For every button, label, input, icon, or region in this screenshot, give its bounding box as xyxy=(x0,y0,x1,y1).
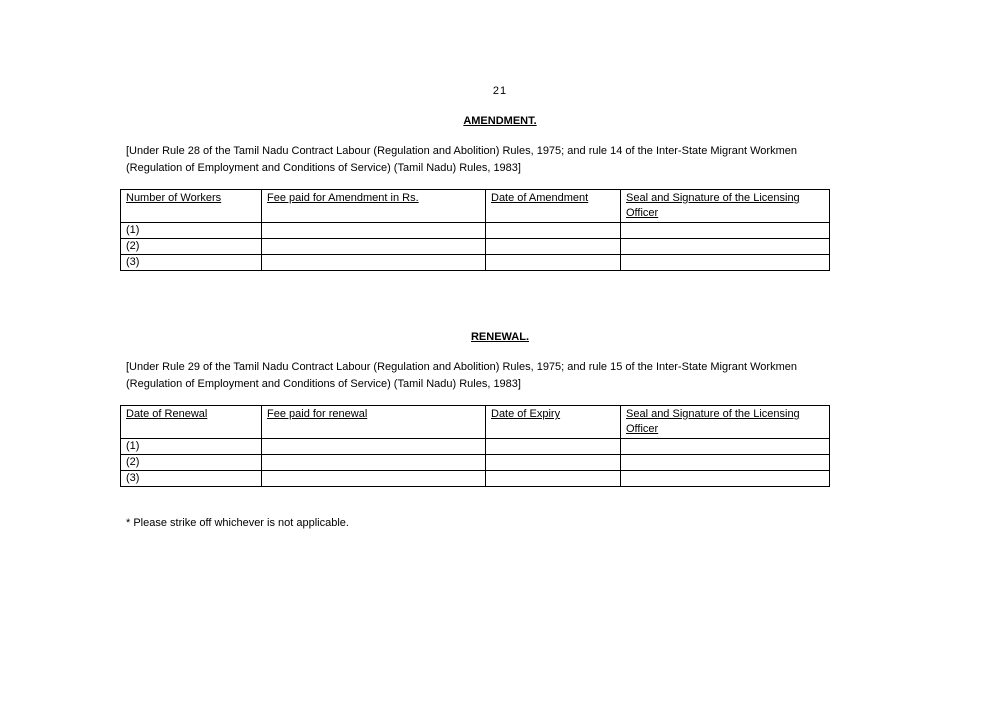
table-row xyxy=(121,455,830,471)
renewal-rule-line-2: (Regulation of Employment and Conditions of Service) (Tamil Nadu) Rules, 1983] xyxy=(126,378,521,390)
table-cell xyxy=(621,239,830,255)
table-cell: (1) xyxy=(121,223,262,239)
table-cell xyxy=(621,223,830,239)
table-cell xyxy=(486,455,621,471)
footnote: * Please strike off whichever is not applicable. xyxy=(126,517,349,529)
table-cell xyxy=(262,255,486,271)
amendment-rule-line-1: [Under Rule 28 of the Tamil Nadu Contract Labour (Regulation and Abolition) Rules, 1975; and rule 14 of the Inter-State Migrant Workmen xyxy=(126,145,797,157)
amendment-rule-text xyxy=(126,143,856,177)
table-cell: (1) xyxy=(121,439,262,455)
table-row xyxy=(121,239,830,255)
table-cell xyxy=(262,439,486,455)
table-row xyxy=(121,223,830,239)
table-cell xyxy=(262,239,486,255)
amendment-header-row xyxy=(121,190,830,223)
table-row xyxy=(121,471,830,487)
header-fee-paid-renewal: Fee paid for renewal xyxy=(262,406,486,439)
header-seal-signature: Seal and Signature of the Licensing Officer xyxy=(621,406,830,439)
table-row xyxy=(121,255,830,271)
table-cell xyxy=(621,455,830,471)
table-cell xyxy=(486,471,621,487)
amendment-title: AMENDMENT. xyxy=(463,115,537,127)
header-fee-paid-amendment: Fee paid for Amendment in Rs. xyxy=(262,190,486,223)
table-cell xyxy=(262,455,486,471)
table-cell xyxy=(486,439,621,455)
page-number: 21 xyxy=(492,85,508,97)
header-date-of-expiry: Date of Expiry xyxy=(486,406,621,439)
table-cell xyxy=(486,255,621,271)
amendment-table xyxy=(120,189,830,271)
renewal-rule-text xyxy=(126,359,856,393)
amendment-rule-line-2: (Regulation of Employment and Conditions of Service) (Tamil Nadu) Rules, 1983] xyxy=(126,162,521,174)
header-date-of-amendment: Date of Amendment xyxy=(486,190,621,223)
table-cell xyxy=(262,471,486,487)
header-date-of-renewal: Date of Renewal xyxy=(121,406,262,439)
table-cell xyxy=(262,223,486,239)
renewal-title: RENEWAL. xyxy=(470,331,530,343)
table-cell: (2) xyxy=(121,239,262,255)
table-row xyxy=(121,439,830,455)
renewal-table xyxy=(120,405,830,487)
header-seal-signature: Seal and Signature of the Licensing Officer xyxy=(621,190,830,223)
table-cell: (2) xyxy=(121,455,262,471)
table-cell xyxy=(486,223,621,239)
table-cell xyxy=(486,239,621,255)
table-cell xyxy=(621,255,830,271)
table-cell xyxy=(621,471,830,487)
table-cell: (3) xyxy=(121,255,262,271)
renewal-rule-line-1: [Under Rule 29 of the Tamil Nadu Contract Labour (Regulation and Abolition) Rules, 1975; and rule 15 of the Inter-State Migrant Workmen xyxy=(126,361,797,373)
header-number-of-workers: Number of Workers xyxy=(121,190,262,223)
table-cell: (3) xyxy=(121,471,262,487)
table-cell xyxy=(621,439,830,455)
renewal-header-row xyxy=(121,406,830,439)
